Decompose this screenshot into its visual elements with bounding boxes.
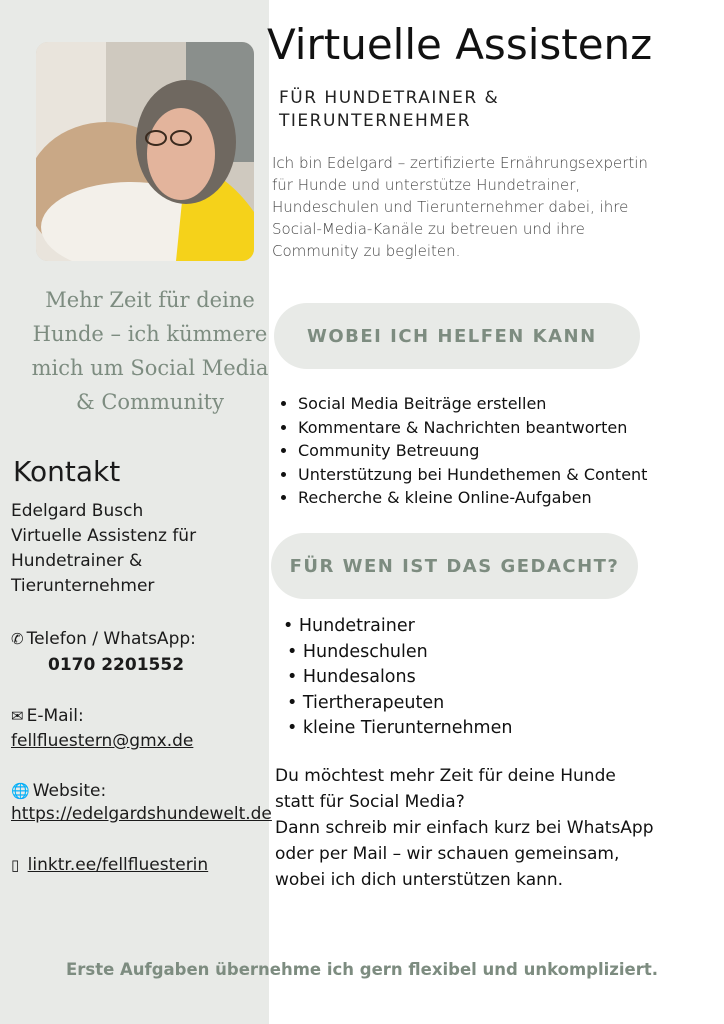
help-heading-pill xyxy=(274,303,640,369)
envelope-icon: ✉ xyxy=(11,707,24,725)
cta-line: Du möchtest mehr Zeit für deine Hunde xyxy=(275,766,616,786)
list-item: • Hundesalons xyxy=(287,667,416,687)
intro-paragraph: Ich bin Edelgard – zertifizierte Ernährungsexpertin für Hunde und unterstütze Hundetrainer, Hundeschulen und Tierunternehmer dabei, ihre Social-Media-Kanäle zu betreuen und ihre Community zu begleiten. xyxy=(272,154,648,260)
help-heading: WOBEI ICH HELFEN KANN xyxy=(307,325,597,347)
call-to-action xyxy=(275,763,675,893)
page-subtitle: FÜR HUNDETRAINER & TIERUNTERNEHMER xyxy=(279,88,500,131)
audience-heading: FÜR WEN IST DAS GEDACHT? xyxy=(289,555,620,577)
contact-role-line2: Hundetrainer & xyxy=(11,551,143,571)
linktree-row xyxy=(11,853,208,878)
list-item: • Social Media Beiträge erstellen xyxy=(298,392,647,416)
website-link-row xyxy=(11,802,272,827)
website-label: Website: xyxy=(32,781,107,801)
email-link[interactable]: fellfluestern@gmx.de xyxy=(11,731,194,751)
website-link[interactable]: https://edelgardshundewelt.de xyxy=(11,804,272,824)
contact-details xyxy=(11,499,196,599)
phone-number[interactable]: 0170 2201552 xyxy=(48,655,185,675)
profile-photo xyxy=(36,42,254,261)
cta-line: oder per Mail – wir schauen gemeinsam, xyxy=(275,844,620,864)
footer-note: Erste Aufgaben übernehme ich gern flexibel und unkompliziert. xyxy=(65,960,659,979)
website-row xyxy=(11,779,106,804)
email-link-row xyxy=(11,729,193,754)
cta-line: Dann schreib mir einfach kurz bei WhatsApp xyxy=(275,818,654,838)
list-item: • Recherche & kleine Online-Aufgaben xyxy=(298,486,647,510)
list-item: • Hundeschulen xyxy=(287,641,428,662)
linktree-link[interactable]: linktr.ee/fellfluesterin xyxy=(27,855,209,875)
phone-row xyxy=(11,627,196,652)
contact-heading: Kontakt xyxy=(13,455,121,488)
phone-icon: ✆ xyxy=(11,630,24,648)
contact-role-line3: Tierunternehmer xyxy=(11,576,155,596)
email-row xyxy=(11,704,84,729)
help-list xyxy=(280,392,647,510)
email-label: E-Mail: xyxy=(26,706,84,726)
audience-heading-pill xyxy=(271,533,638,599)
cta-line: statt für Social Media? xyxy=(275,792,465,812)
list-item: • Tiertherapeuten xyxy=(287,692,445,713)
list-item: • Unterstützung bei Hundethemen & Content xyxy=(298,463,647,487)
sidebar-tagline: Mehr Zeit für deine Hunde – ich kümmere mich um Social Media & Community xyxy=(31,288,269,414)
contact-name: Edelgard Busch xyxy=(11,501,144,521)
cta-line: wobei ich dich unterstützen kann. xyxy=(275,870,564,890)
globe-icon: 🌐 xyxy=(11,782,30,800)
list-item: • Community Betreuung xyxy=(298,439,647,463)
list-item: • Kommentare & Nachrichten beantworten xyxy=(298,416,647,440)
phone-label: Telefon / WhatsApp: xyxy=(26,629,196,649)
contact-role-line1: Virtuelle Assistenz für xyxy=(11,526,197,546)
page-title: Virtuelle Assistenz xyxy=(267,20,653,69)
list-item: • kleine Tierunternehmen xyxy=(287,718,513,738)
mobile-phone-icon: ▯ xyxy=(11,856,20,874)
audience-list xyxy=(283,614,512,742)
profile-photo-illustration xyxy=(36,42,254,261)
list-item: • Hundetrainer xyxy=(283,616,415,636)
